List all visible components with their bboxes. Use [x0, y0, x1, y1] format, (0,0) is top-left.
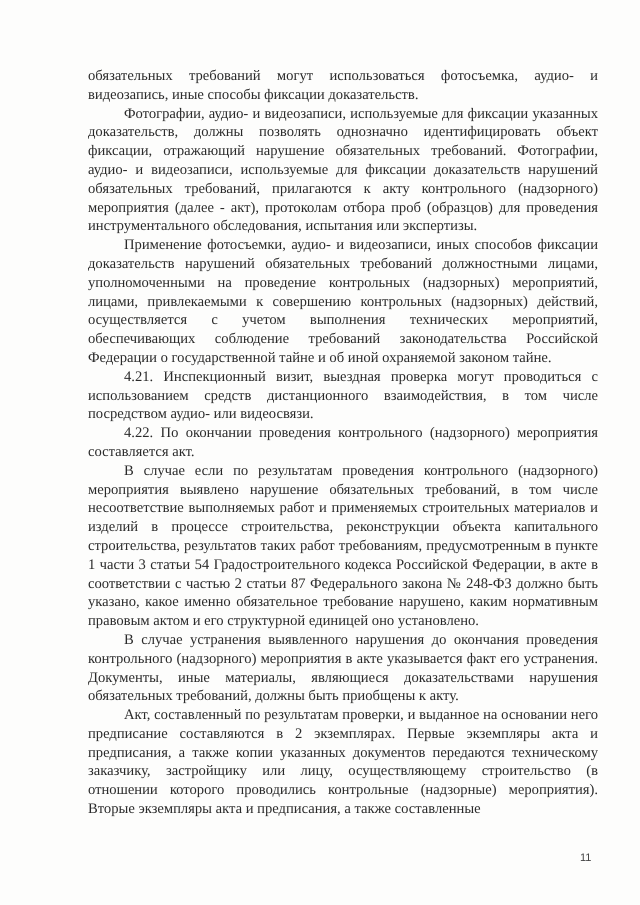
paragraph-continuation: обязательных требований могут использоваться фотосъемка, аудио- и видеозапись, иные способы фиксации доказательств.: [88, 68, 598, 103]
paragraph-photos: Фотографии, аудио- и видеозаписи, используемые для фиксации указанных доказательств, должны позволять однозначно идентифицировать объект фиксации, отражающий нарушение обязательных требований. Фотографии, аудио- и видеозаписи, используемые для фиксации доказательств нарушений обязательных требований, прилагаются к акту контрольного (надзорного) мероприятия (далее - акт), протоколам отбора проб (образцов) для проведения инструментального обследования, испытания или экспертизы.: [88, 105, 598, 235]
paragraph-elimination: В случае устранения выявленного нарушения до окончания проведения контрольного (надзорного) мероприятия в акте указывается факт его устранения. Документы, иные материалы, являющиеся доказательствами нарушения обязательных требований, должны быть приобщены к акту.: [88, 631, 598, 705]
paragraph-act-copies: Акт, составленный по результатам проверки, и выданное на основании него предписание составляются в 2 экземплярах. Первые экземпляры акта и предписания, а также копии указанных документов передаются техническому заказчику, застройщику или лицу, осуществляющему строительство (в отношении которого проводились контрольные (надзорные) мероприятия). Вторые экземпляры акта и предписания, а также составленные: [88, 707, 598, 818]
paragraph-4-21: 4.21. Инспекционный визит, выездная проверка могут проводиться с использованием средств дистанционного взаимодействия, в том числе посредством аудио- или видеосвязи.: [88, 368, 598, 423]
paragraph-4-22: 4.22. По окончании проведения контрольного (надзорного) мероприятия составляется акт.: [88, 425, 598, 460]
page-number: 11: [580, 852, 592, 864]
document-body: [88, 67, 598, 819]
paragraph-violation: В случае если по результатам проведения контрольного (надзорного) мероприятия выявлено нарушение обязательных требований, в том числе несоответствие выполняемых работ и применяемых строительных материалов и изделий в процессе строительства, реконструкции объекта капитального строительства, результатов таких работ требованиям, предусмотренным в пункте 1 части 3 статьи 54 Градостроительного кодекса Российской Федерации, в акте в соответствии с частью 2 статьи 87 Федерального закона № 248-ФЗ должно быть указано, какое именно обязательное требование нарушено, каким нормативным правовым актом и его структурной единицей оно установлено.: [88, 462, 598, 630]
paragraph-application: Применение фотосъемки, аудио- и видеозаписи, иных способов фиксации доказательств нарушений обязательных требований должностными лицами, уполномоченными на проведение контрольных (надзорных) мероприятий, лицами, привлекаемыми к совершению контрольных (надзорных) действий, осуществляется с учетом выполнения технических мероприятий, обеспечивающих соблюдение требований законодательства Российской Федерации о государственной тайне и об иной охраняемой законом тайне.: [88, 237, 598, 366]
